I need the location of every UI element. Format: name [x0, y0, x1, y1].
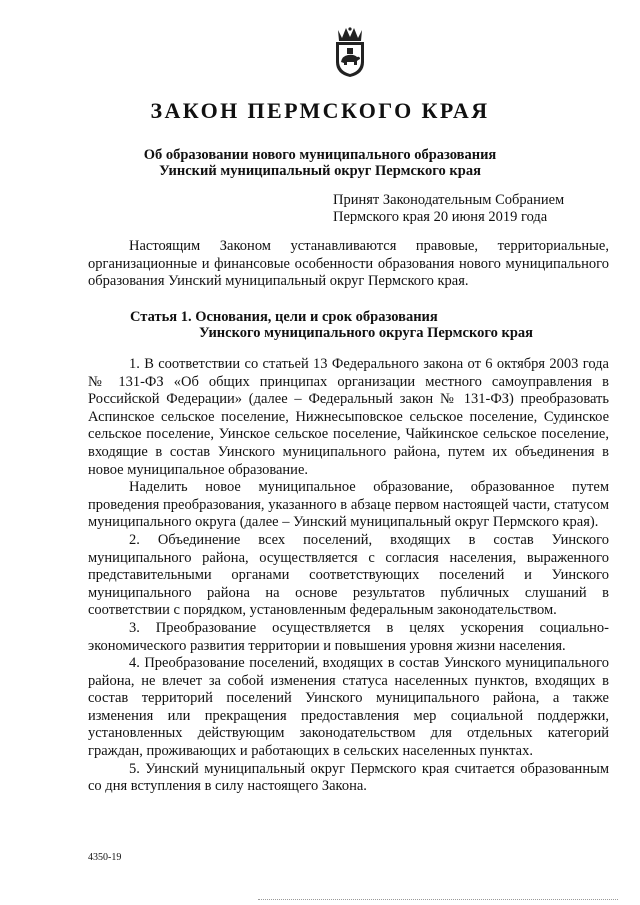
article-paragraph: Наделить новое муниципальное образование, образованное путем проведения преобразования, указанного в абзаце первом настоящей части, статусом муниципального округа (далее – Уинский муниципальный округ Пермского края). [88, 479, 609, 531]
intro-paragraph: Настоящим Законом устанавливаются правовые, территориальные, организационные и финансовые особенности образования нового муниципального образования Уинский муниципальный округ Пермского края. [88, 238, 609, 290]
article-paragraph: 2. Объединение всех поселений, входящих в состав Уинского муниципального района, осуществляется с согласия населения, выраженного представительными органами соответствующих поселений и Уинского муниципального района на основе результатов публичных слушаний в соответствии с порядком, установленным федеральным законодательством. [88, 531, 609, 619]
law-subtitle [0, 147, 640, 179]
article-1-body [88, 356, 609, 796]
law-title: ЗАКОН ПЕРМСКОГО КРАЯ [150, 98, 490, 123]
subtitle-line-1: Об образовании нового муниципального образования [143, 147, 497, 163]
article-1-heading-line-2: Уинского муниципального округа Пермского края [199, 325, 533, 341]
coat-of-arms-icon [330, 26, 370, 78]
adoption-note [333, 192, 564, 226]
article-paragraph: 4. Преобразование поселений, входящих в состав Уинского муниципального района, не влечет за собой изменения статуса населенных пунктов, входящих в состав территорий поселений Уинского муниципального района, а также изменения или прекращения предоставления мер социальной поддержки, установленных действующим законодательством для отдельных категорий граждан, проживающих и работающих в сельских населенных пунктах. [88, 655, 609, 760]
document-code: 4350-19 [88, 852, 122, 863]
intro-block [88, 238, 609, 291]
article-paragraph: 1. В соответствии со статьей 13 Федерального закона от 6 октября 2003 года № 131-ФЗ «Об общих принципах организации местного самоуправления в Российской Федерации» (далее – Федеральный закон № 131-ФЗ) преобразовать Аспинское сельское поселение, Нижнесыповское сельское поселение, Судинское сельское поселение, Уинское сельское поселение, Чайкинское сельское поселение, входящие в состав Уинского муниципального района, путем их объединения в новое муниципальное образование. [88, 356, 609, 478]
article-paragraph: 3. Преобразование осуществляется в целях ускорения социально-экономического развития территории и повышения уровня жизни населения. [88, 619, 609, 654]
adoption-line-1: Принят Законодательным Собранием [333, 192, 565, 208]
article-1-heading-line-1: Статья 1. Основания, цели и срок образования [130, 309, 438, 325]
adoption-line-2: Пермского края 20 июня 2019 года [333, 209, 548, 225]
article-1-heading [130, 309, 533, 341]
subtitle-line-2: Уинский муниципальный округ Пермского края [159, 163, 481, 179]
article-paragraph: 5. Уинский муниципальный округ Пермского края считается образованным со дня вступления в силу настоящего Закона. [88, 760, 609, 795]
bottom-divider [258, 899, 618, 900]
